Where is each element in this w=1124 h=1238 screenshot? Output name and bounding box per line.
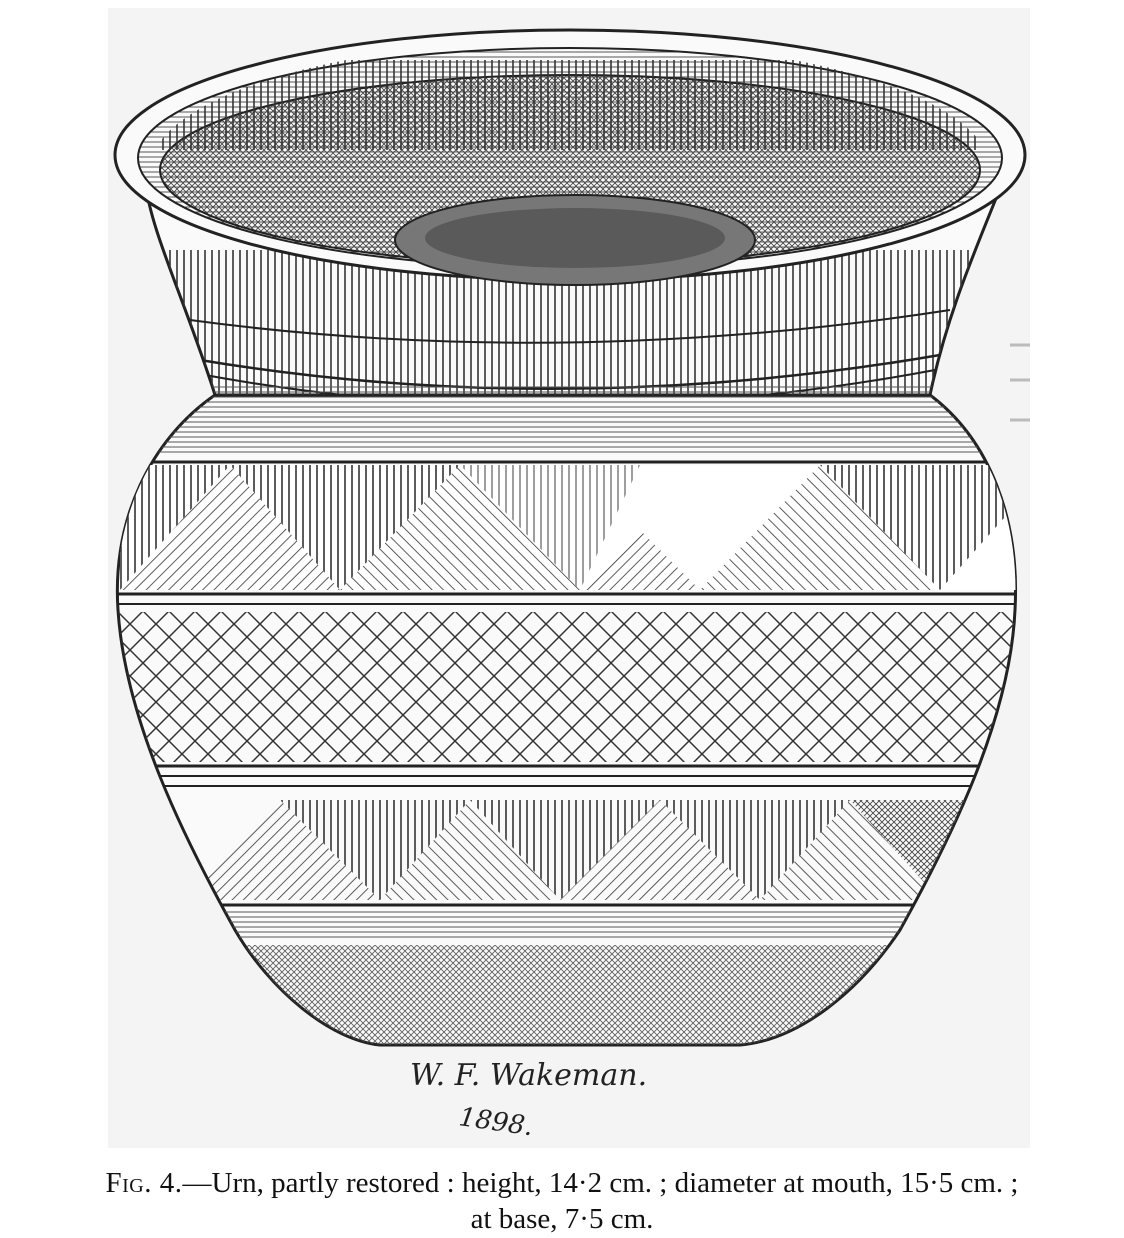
signature xyxy=(410,1058,647,1142)
signature-year: 1898. xyxy=(457,1102,535,1143)
figure-label: Fig. 4. xyxy=(105,1167,183,1199)
caption-text-1: —Urn, partly restored : height, 14·2 cm. ; diameter at mouth, 15·5 cm. ; xyxy=(182,1167,1019,1199)
caption-line-1 xyxy=(0,1165,1124,1201)
figure-caption xyxy=(0,1165,1124,1237)
caption-line-2: at base, 7·5 cm. xyxy=(470,1203,654,1235)
signature-name: W. F. Wakeman. xyxy=(410,1058,648,1093)
